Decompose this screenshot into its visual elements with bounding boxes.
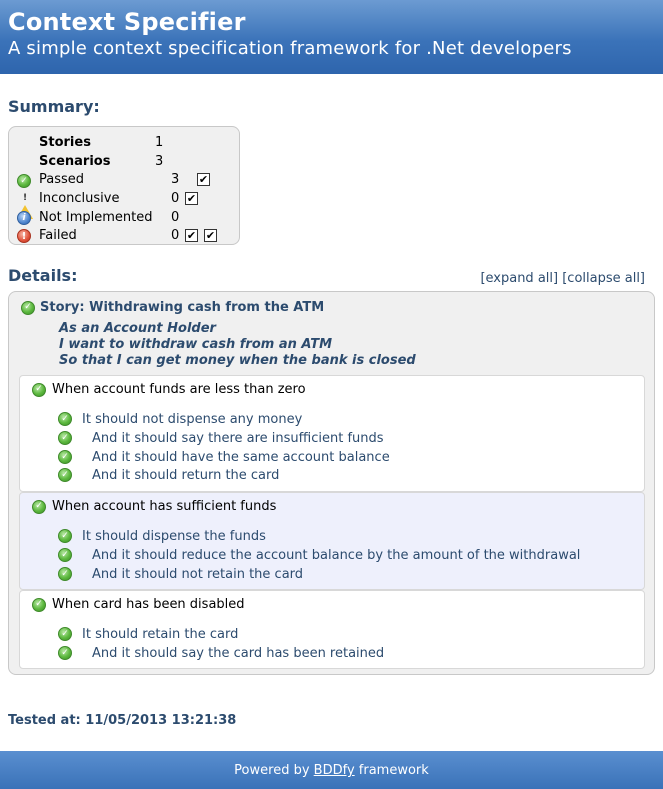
details-heading: Details: bbox=[8, 266, 78, 285]
scenario-step bbox=[58, 565, 303, 583]
step-text: It should dispense the funds bbox=[82, 528, 266, 544]
pass-icon: ✓ bbox=[58, 548, 72, 562]
story-title-text: Story: Withdrawing cash from the ATM bbox=[40, 300, 325, 315]
step-text: And it should return the card bbox=[92, 467, 280, 483]
scenario-step bbox=[58, 466, 279, 484]
pass-icon: ✓ bbox=[17, 174, 31, 188]
scenario-step bbox=[58, 448, 390, 466]
scenario-step bbox=[58, 527, 266, 545]
summary-label: Passed bbox=[39, 172, 85, 188]
page-subtitle: A simple context specification framework for .Net developers bbox=[8, 38, 572, 59]
pass-icon: ✓ bbox=[58, 431, 72, 445]
summary-row-inconclusive bbox=[17, 189, 239, 208]
scenario-title-text: When card has been disabled bbox=[52, 597, 245, 612]
summary-row-stories bbox=[17, 133, 239, 152]
page-header bbox=[0, 0, 663, 74]
error-icon: ! bbox=[17, 229, 31, 243]
summary-label: Inconclusive bbox=[39, 190, 120, 206]
summary-value: 3 bbox=[155, 153, 164, 169]
details-panel bbox=[8, 291, 655, 675]
summary-row-not-implemented bbox=[17, 208, 239, 227]
footer-suffix: framework bbox=[358, 763, 429, 778]
failed-filter-checkbox-2[interactable]: ✔ bbox=[205, 229, 216, 243]
scenario-step bbox=[58, 546, 580, 564]
narrative-line: As an Account Holder bbox=[59, 321, 216, 336]
step-text: It should not dispense any money bbox=[82, 411, 303, 427]
summary-label: Failed bbox=[39, 228, 77, 244]
summary-value: 0 bbox=[171, 209, 180, 225]
pass-icon: ✓ bbox=[58, 450, 72, 464]
inconclusive-filter-checkbox[interactable]: ✔ bbox=[186, 191, 197, 205]
pass-icon: ✓ bbox=[58, 468, 72, 482]
story-narrative bbox=[59, 321, 416, 369]
scenario-title[interactable] bbox=[32, 597, 245, 612]
summary-value: 0 bbox=[171, 190, 180, 206]
summary-panel bbox=[8, 126, 240, 245]
summary-row-failed bbox=[17, 226, 239, 245]
summary-heading: Summary: bbox=[8, 97, 100, 116]
step-text: And it should say there are insufficient funds bbox=[92, 430, 384, 446]
bddfy-link[interactable]: BDDfy bbox=[313, 763, 355, 778]
narrative-line: So that I can get money when the bank is closed bbox=[59, 353, 416, 368]
step-text: And it should say the card has been retained bbox=[92, 645, 385, 661]
scenario-step bbox=[58, 410, 302, 428]
failed-filter-checkbox[interactable]: ✔ bbox=[186, 229, 197, 243]
step-text: And it should have the same account balance bbox=[92, 449, 390, 465]
story-title[interactable] bbox=[21, 300, 324, 315]
footer-prefix: Powered by bbox=[234, 763, 310, 778]
scenario-step bbox=[58, 625, 238, 643]
pass-icon: ✓ bbox=[32, 383, 46, 397]
step-text: And it should not retain the card bbox=[92, 566, 304, 582]
summary-value: 1 bbox=[155, 134, 164, 150]
scenario-card bbox=[19, 375, 645, 492]
expand-all-link[interactable]: [expand all] bbox=[480, 271, 559, 286]
summary-value: 3 bbox=[171, 172, 180, 188]
scenario-title[interactable] bbox=[32, 499, 276, 514]
step-text: It should retain the card bbox=[82, 626, 239, 642]
warning-icon: ! bbox=[17, 190, 33, 219]
info-icon: i bbox=[17, 211, 31, 225]
summary-label: Scenarios bbox=[39, 153, 111, 169]
scenario-title[interactable] bbox=[32, 382, 306, 397]
pass-icon: ✓ bbox=[58, 412, 72, 426]
pass-icon: ✓ bbox=[58, 567, 72, 581]
pass-icon: ✓ bbox=[58, 646, 72, 660]
scenario-card bbox=[19, 492, 645, 590]
summary-label: Stories bbox=[39, 134, 91, 150]
narrative-line: I want to withdraw cash from an ATM bbox=[59, 337, 333, 352]
summary-value: 0 bbox=[171, 228, 180, 244]
passed-filter-checkbox[interactable]: ✔ bbox=[198, 173, 209, 187]
expand-collapse-links bbox=[480, 271, 645, 286]
pass-icon: ✓ bbox=[32, 500, 46, 514]
pass-icon: ✓ bbox=[58, 627, 72, 641]
summary-row-scenarios bbox=[17, 152, 239, 171]
scenario-step bbox=[58, 429, 384, 447]
scenario-title-text: When account has sufficient funds bbox=[52, 499, 277, 514]
pass-icon: ✓ bbox=[32, 598, 46, 612]
tested-at-timestamp: Tested at: 11/05/2013 13:21:38 bbox=[8, 713, 237, 728]
summary-row-passed bbox=[17, 170, 239, 189]
scenario-title-text: When account funds are less than zero bbox=[52, 382, 306, 397]
scenario-step bbox=[58, 644, 384, 662]
step-text: And it should reduce the account balance by the amount of the withdrawal bbox=[92, 547, 581, 563]
pass-icon: ✓ bbox=[58, 529, 72, 543]
page-title: Context Specifier bbox=[8, 8, 246, 36]
scenario-card bbox=[19, 590, 645, 669]
summary-label: Not Implemented bbox=[39, 209, 153, 225]
page-footer bbox=[0, 751, 663, 789]
pass-icon: ✓ bbox=[21, 301, 35, 315]
collapse-all-link[interactable]: [collapse all] bbox=[562, 271, 645, 286]
